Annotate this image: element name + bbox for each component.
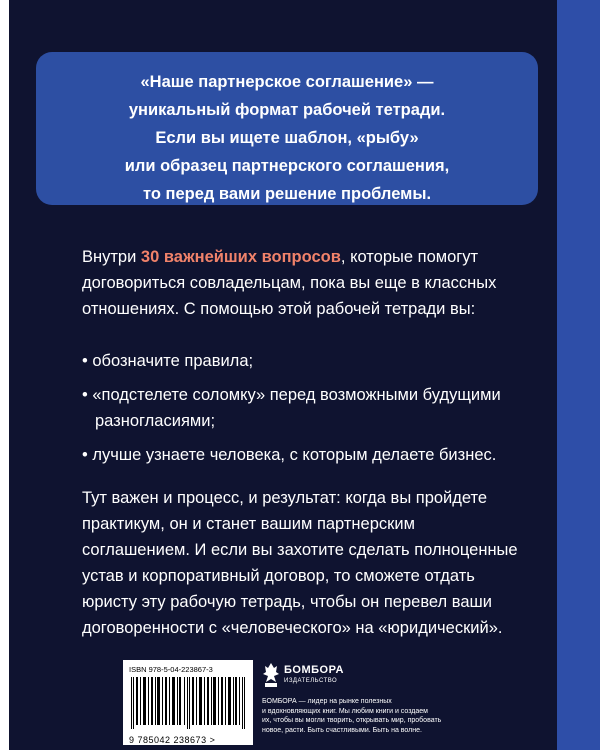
intro-line: отношениях. С помощью этой рабочей тетради вы: <box>82 300 476 318</box>
spine-stripe <box>557 0 600 750</box>
bullet-item: • лучше узнаете человека, с которым делаете бизнес. <box>82 446 497 464</box>
intro-prefix: Внутри <box>82 248 141 266</box>
quote-panel <box>36 52 538 205</box>
outro-line: практикум, он и станет вашим партнерским <box>82 515 415 533</box>
bomb-icon <box>262 662 280 688</box>
publisher-subtitle: ИЗДАТЕЛЬСТВО <box>284 678 338 684</box>
blurb-line: новое, расти. Быть счастливыми. Быть на волне. <box>262 726 422 734</box>
intro-paragraph <box>82 244 542 322</box>
blurb-line: БОМБОРА — лидер на рынке полезных <box>262 698 392 705</box>
outro-line: Тут важен и процесс, и результат: когда вы пройдете <box>82 489 488 507</box>
intro-suffix: , которые помогут <box>340 248 479 266</box>
barcode-bars <box>129 677 247 729</box>
outro-line: договоренности с «человеческого» на «юридический». <box>82 619 503 637</box>
outro-line: юристу эту рабочую тетрадь, чтобы он перевел ваши <box>82 593 492 611</box>
bullet-item: • «подстелете соломку» перед возможными будущими <box>82 386 501 404</box>
isbn-text: ISBN 978-5-04-223867-3 <box>129 665 213 674</box>
quote-line: Если вы ищете шаблон, «рыбу» <box>155 129 419 147</box>
publisher-blurb <box>262 697 462 735</box>
barcode <box>123 660 253 745</box>
intro-line: договориться совладельцам, пока вы еще в классных <box>82 274 497 292</box>
bullet-list <box>82 348 542 468</box>
publisher-name: БОМБОРА <box>284 664 344 676</box>
intro-line <box>82 244 542 270</box>
bullet-item: • обозначите правила; <box>82 352 254 370</box>
quote-line: то перед вами решение проблемы. <box>142 185 432 203</box>
outro-line: устав и корпоративный договор, то сможете отдать <box>82 567 475 585</box>
bullet-item-continuation: разногласиями; <box>95 412 216 430</box>
blurb-line: их, чтобы вы могли творить, открывать мир, пробовать <box>262 717 442 724</box>
outro-line: соглашением. И если вы захотите сделать полноценные <box>82 541 518 559</box>
outro-paragraph <box>82 485 542 641</box>
quote-line: уникальный формат рабочей тетради. <box>128 101 446 119</box>
blurb-line: и вдохновляющих книг. Мы любим книги и создаем <box>262 707 428 715</box>
barcode-digits: 9 785042 238673 > <box>129 735 216 745</box>
questions-highlight: 30 важнейших вопросов <box>140 248 341 266</box>
quote-line: или образец партнерского соглашения, <box>124 157 450 175</box>
publisher-logo <box>262 660 372 694</box>
quote-line: «Наше партнерское соглашение» — <box>140 73 434 91</box>
